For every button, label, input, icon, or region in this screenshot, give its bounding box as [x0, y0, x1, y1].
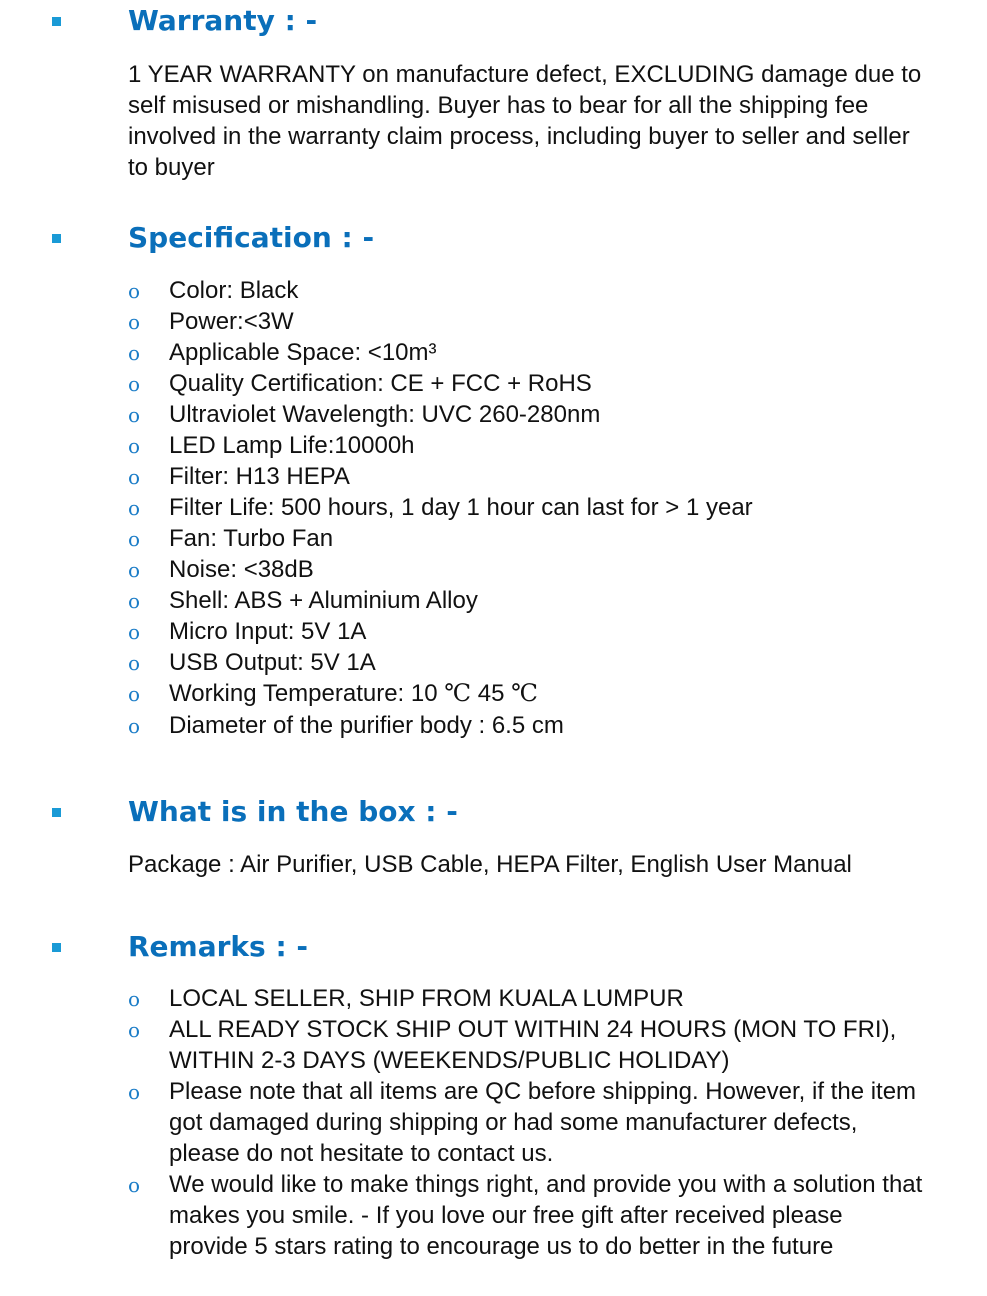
warranty-heading [0, 4, 987, 38]
box-contents-title: What is in the box : - [128, 795, 458, 828]
spec-item-text: Quality Certification: CE + FCC + RoHS [169, 370, 592, 397]
box-contents-text: Package : Air Purifier, USB Cable, HEPA Filter, English User Manual [128, 851, 852, 878]
spec-item [128, 368, 928, 399]
spec-item [128, 430, 928, 461]
square-bullet-icon [52, 943, 61, 952]
spec-item-text: Diameter of the purifier body : 6.5 cm [169, 712, 564, 739]
spec-item-text: Power:<3W [169, 308, 294, 335]
spec-item [128, 275, 928, 306]
specification-section [0, 221, 987, 739]
circle-bullet-icon: o [128, 496, 141, 520]
square-bullet-icon [52, 808, 61, 817]
square-bullet-icon [52, 234, 61, 243]
spec-item-text: Micro Input: 5V 1A [169, 618, 367, 645]
specification-title: Specification : - [128, 221, 375, 254]
warranty-section [0, 4, 987, 181]
spec-item-text: LED Lamp Life:10000h [169, 432, 415, 459]
circle-bullet-icon: o [128, 1173, 141, 1197]
spec-item [128, 710, 928, 741]
remarks-list [128, 983, 928, 1262]
circle-bullet-icon: o [128, 1018, 141, 1042]
remark-item-text: ALL READY STOCK SHIP OUT WITHIN 24 HOURS (MON TO FRI), WITHIN 2-3 DAYS (WEEKENDS/PUBLIC HOLIDAY) [169, 1016, 897, 1074]
circle-bullet-icon: o [128, 403, 141, 427]
remark-item-text: We would like to make things right, and provide you with a solution that makes you smile. - If you love our free gift after received please provide 5 stars rating to encourage us to do better in the future [169, 1171, 923, 1260]
circle-bullet-icon: o [128, 341, 141, 365]
remark-item [128, 1014, 928, 1076]
box-contents-section [0, 795, 987, 878]
circle-bullet-icon: o [128, 620, 141, 644]
spec-item [128, 678, 928, 710]
circle-bullet-icon: o [128, 714, 141, 738]
spec-item-text: Shell: ABS + Aluminium Alloy [169, 587, 478, 614]
circle-bullet-icon: o [128, 558, 141, 582]
spec-item [128, 647, 928, 678]
circle-bullet-icon: o [128, 434, 141, 458]
remarks-section [0, 930, 987, 1260]
remark-item-text: Please note that all items are QC before shipping. However, if the item got damaged during shipping or had some manufacturer defects, please do not hesitate to contact us. [169, 1078, 917, 1167]
remark-item [128, 1076, 928, 1169]
remark-item [128, 1169, 928, 1262]
remark-item [128, 983, 928, 1014]
spec-item-text: USB Output: 5V 1A [169, 649, 376, 676]
circle-bullet-icon: o [128, 310, 141, 334]
spec-item-text: Applicable Space: <10m³ [169, 339, 437, 366]
spec-item-text: Filter: H13 HEPA [169, 463, 350, 490]
spec-item-text: Working Temperature: 10 ℃ 45 ℃ [169, 680, 538, 707]
spec-item [128, 461, 928, 492]
circle-bullet-icon: o [128, 651, 141, 675]
spec-item [128, 585, 928, 616]
spec-item [128, 523, 928, 554]
circle-bullet-icon: o [128, 372, 141, 396]
circle-bullet-icon: o [128, 465, 141, 489]
circle-bullet-icon: o [128, 279, 141, 303]
square-bullet-icon [52, 17, 61, 26]
circle-bullet-icon: o [128, 527, 141, 551]
circle-bullet-icon: o [128, 1080, 141, 1104]
spec-item-text: Color: Black [169, 277, 299, 304]
remarks-title: Remarks : - [128, 930, 309, 963]
remark-item-text: LOCAL SELLER, SHIP FROM KUALA LUMPUR [169, 985, 684, 1012]
spec-item [128, 616, 928, 647]
spec-item [128, 492, 928, 523]
spec-item-text: Noise: <38dB [169, 556, 314, 583]
spec-item [128, 306, 928, 337]
box-contents-heading [0, 795, 987, 829]
circle-bullet-icon: o [128, 987, 141, 1011]
warranty-title: Warranty : - [128, 4, 318, 37]
circle-bullet-icon: o [128, 589, 141, 613]
spec-item-text: Fan: Turbo Fan [169, 525, 334, 552]
spec-item-text: Ultraviolet Wavelength: UVC 260-280nm [169, 401, 601, 428]
circle-bullet-icon: o [128, 682, 141, 706]
spec-item [128, 399, 928, 430]
spec-item [128, 554, 928, 585]
remarks-heading [0, 930, 987, 964]
specification-list [128, 275, 928, 741]
specification-heading [0, 221, 987, 255]
spec-item-text: Filter Life: 500 hours, 1 day 1 hour can last for > 1 year [169, 494, 753, 521]
warranty-text: 1 YEAR WARRANTY on manufacture defect, EXCLUDING damage due to self misused or mishandling. Buyer has to bear for all the shipping fee involved in the warranty claim process, including buyer to seller and seller to buyer [128, 61, 922, 181]
spec-item [128, 337, 928, 368]
